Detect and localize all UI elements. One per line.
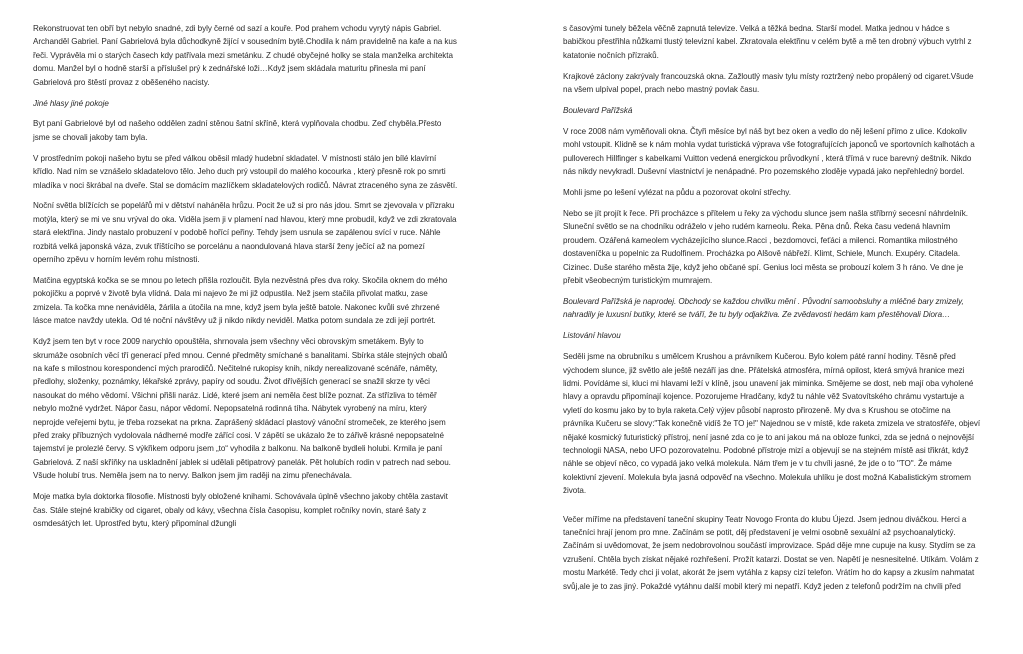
paragraph: Byt paní Gabrielové byl od našeho oddělen zadní stěnou šatní skříně, která vyplňovala chodbu. Zeď chyběla.Přesto jsme se chovali jakoby tam byla.: [33, 119, 442, 142]
paragraph: Noční světla blížících se popelářů mi v dětství naháněla hrůzu. Pocit že už si pro nás jdou. Smrt se zjevovala v přízraku motýla, který se mi ve snu vrýval do oka. Viděla jsem ji v plamení nad hlavou, který mne probudil, když ve zdi zkratovala stará elektřina. Jindy nastalo probuzení v podobě hořící peřiny. Tehdy jsem usnula se zapálenou svící v ruce. Náhle rozbitá velká japonská váza, zvuk tříštícího se porcelánu a naondulovaná hlava starší ženy ječící až na pomezí operního zpěvu v horním levém rohu místnosti.: [33, 201, 457, 265]
paragraph: Matčina egyptská kočka se se mnou po letech přišla rozloučit. Byla nezvěstná přes dva roky. Skočila oknem do mého pokojíčku a poprvé v životě byla vlídná. Dala mi najevo že mi již odpustila. Než jsem stačila přivolat matku, zase zmizela. Ta kočka mne nenáviděla, žárlila a útočila na mne, když jsem byla ještě batole. Nakonec kvůli své zhrzené lásce matce navždy utekla. Od té noční návštěvy už ji nikdo nikdy neviděl. Matka potom sundala ze zdi její portrét.: [33, 276, 448, 326]
paragraph: s časovými tunely běžela věčně zapnutá televize. Velká a těžká bedna. Starší model. Matka jednou v hádce s babičkou přestřihla nůžkami tlustý televizní kabel. Zkratovala elektřinu v celém bytě a mě ten drobný výbuch vytrhl z katatonie nočních přízraků.: [563, 24, 972, 60]
right-page: [563, 22, 983, 601]
paragraph: Krajkové záclony zakrývaly francouzská okna. Zažloutlý masiv tylu místy roztržený nebo propálený od cigaret.Všude na všem ulpíval popel, prach nebo mastný povlak času.: [563, 71, 974, 95]
left-page: [33, 22, 458, 538]
paragraph: Seděli jsme na obrubníku s umělcem Krushou a právníkem Kučerou. Bylo kolem páté ranní hodiny. Těsně před východem slunce, již světlo ale ještě nezáří jas dne. Přátelská atmosféra, mírná opilost, která smývá hranice mezi lidmi. Povídáme si, kluci mi hlavami leží v klíně, jsou unavení jak miminka. Smějeme se dost, neb mají oba vyholené hlavy a opravdu připomínají kojence. Pozorujeme Hradčany, když tu náhle věž Svatovítského chrámu vystartuje a vyletí do kosmu jako by to byla raketa.Celý výjev působí naprosto přirozeně. My dva s Krushou se otočíme na právníka Kučeru se slovy:"Tak konečně vidíš že TO je!" Najednou se v místě, kde raketa zmizela ve stratosféře, objeví nějaké kosmický futuristický přístroj, není jasné zda co je to ani jakou má na obloze funkci, zda se jedná o nejnovější technologii NASA, nebo UFO pozorovatelnu. Podobné přístroje mizí a objevují se na stejném místě asi třikrát, když náhle se objeví něco, co vypadá jako velká molekula. Nám třem je v tu chvíli jasné, že jde o to "TO". Že máme kolektivní zjevení. Molekula byla jasná odpověď na všechno. Molekula uhlíku je dost možná Kabalistickým stromem života.: [563, 352, 981, 496]
paragraph: Moje matka byla doktorka filosofie. Místnosti byly obložené knihami. Schovávala úplně všechno jakoby chtěla zastavit čas. Stále stejné krabičky od cigaret, obaly od kávy, všechna čísla časopisu, komplet ročníky novin, staré šaty z osmdesátých let. Uprostřed bytu, který připomínal džungli: [33, 492, 448, 528]
italic-paragraph: Boulevard Pařížská je naprodej. Obchody se každou chvilku mění . Původní samoobsluhy a mléčné bary zmizely, nahradily je luxusní butiky, které se tváří, že tu byly odjakživa. Ze zvědavosti hedám kam přestěhovali Diora…: [563, 296, 964, 320]
section-heading: Jiné hlasy jiné pokoje: [33, 98, 109, 108]
section-heading: Boulevard Pařížská: [563, 106, 633, 116]
paragraph: V roce 2008 nám vyměňovali okna. Čtyři měsíce byl náš byt bez oken a vedlo do něj lešení přímo z ulice. Kdokoliv mohl vstoupit. Klidně se k nám mohla vydat turistická výprava vše fotografujících japonců ve sportovních kalhotách a pulloverech Hillfinger s kabelkami Vuitton vedená energickou průvodkyní , která třímá v ruce barevný deštník. Nikdo nás nikdy nevykradl. Duševní vlastnictví je nenápadné. Pro pozemského zloděje vypadá jako nepřehledný bordel.: [563, 126, 975, 177]
paragraph: Nebo se jít projít k řece. Při procházce s přítelem u řeky za východu slunce jsem našla stříbrný secesní náhrdelník. Sluneční světlo se na chodníku odráželo v jeho rudém karneolu. Řeka. Pěna dnů. Řeka času vedená hlavním proudem. Ozářená kameolem vycházejícího slunce.Racci , bezdomovci, feťáci a milenci. Romantika milostného dostaveníčka u popelnic za Rudolfinem. Procházka po Alšově nábřeží. Klimt, Schiele, Munch. Exupéry. Citadela. Cizinec. Duše starého města žije, když jeho občané spí. Genius loci města se probouzí kolem 3 h ráno. Ve dne je přebit všeobecným turistickým mumrajem.: [563, 208, 968, 285]
paragraph: V prostředním pokoji našeho bytu se před válkou oběsil mladý hudební skladatel. V místnosti stálo jen bílé klavírní křídlo. Nad ním se vznášelo skladatelovo tělo. Jeho duch prý vstoupil do malého kocourka , který přesně rok po smrti mladíka v noci škrábal na dveře. Stal se domácím mazlíčkem skladatelových rodičů. Návrat ztraceného syna ze zásvětí.: [33, 153, 458, 190]
paragraph: Rekonstruovat ten obří byt nebylo snadné, zdi byly černé od sazí a kouře. Pod prahem vchodu vyrytý nápis Gabriel. Archanděl Gabriel. Paní Gabrielová byla důchodkyně žijící v sousedním bytě.Chodila k nám pravidelně na kafe a na kus řeči. Vyprávěla mi o starých časech kdy patřívala mezi smetánku. Z chudé obyčejné holky se stala manželka architekta domu. Manžel byl o hodně starší a příslušel prý k zednářské loži…Když jsem skládala maturitu přinesla mi paní Gabrielová pro štěstí provaz z oběšeného nacisty.: [33, 24, 457, 87]
paragraph: Mohli jsme po lešení vylézat na půdu a pozorovat okolní střechy.: [563, 188, 791, 198]
section-heading: Listování hlavou: [563, 331, 621, 341]
paragraph: Když jsem ten byt v roce 2009 narychlo opouštěla, shrnovala jsem všechny věci obrovským smetákem. Byly to skrumáže osobních věcí tří generací před mnou. Cenné předměty smíchané s banalitami. Sbírka stále stejných obalů na kafe s milostnou korespondencí mých prarodičů. Nečitelné rukopisy knih, nikdy nerealizované scénáře, náměty, předlohy, složenky, poznámky, lékařské zprávy, papíry od soudu. Život dřívějších generací se snažil skrze ty věci nasoukat do mého vědomí. Všichni přišli naráz. Lidé, které jsem ani neměla čest blíže poznat. Za střízliva to téměř nebylo možné vydržet. Nápor času, nápor vědomí. Nepopsatelná rodinná tíha. Nábytek vyrobený na míru, který neprojde veřejemi bytu, je třeba rozsekat na prkna. Zaprášený skládací plastový vánoční stromeček, ze kterého jsem před zraky příbuzných vydolovala nádherné modře zářící cosi. V zápětí se ukázalo že to zářivě krásné nepopsatelné tajemství je prolezlé červy. S výkřikem odporu jsem „to“ vyhodila z balkonu. Na balkoně bydleli holubi. Krmila je paní Gabrielová. Z naší skříňky na uskladnění jablek si udělali pětipatrový panelák. Pět holubích rodin v patrech nad sebou. Všude holubí trus. Neměla jsem na to nervy. Balkon jsem jim raději na zimu přenechávala.: [33, 337, 451, 481]
paragraph: Večer míříme na představení taneční skupiny Teatr Novogo Fronta do klubu Újezd. Jsem jednou diváčkou. Herci a tanečníci hrají jenom pro mne. Začínám se potit, děj představení je velmi osobně sexuální až psychoanalytický. Začínám si uvědomovat, že jsem nedobrovolnou součástí improvizace. Spád děje mne cupuje na kusy. Stydím se za vzrušení. Chtěla bych získat nějaké rozhřešení. Prožít katarzi. Dostat se ven. Napětí je nesnesitelné. Utíkám. Volám z mostu Markétě. Tedy chci ji volat, akorát že jsem vytáhla z kapsy cizí telefon. Vrátím ho do kapsy a zkusím nahmatat svůj,ale je to zas jiný. Pokaždé vytáhnu další mobil který mi nepatří. Když jeden z telefonů podržím na chvíli před: [563, 514, 979, 591]
